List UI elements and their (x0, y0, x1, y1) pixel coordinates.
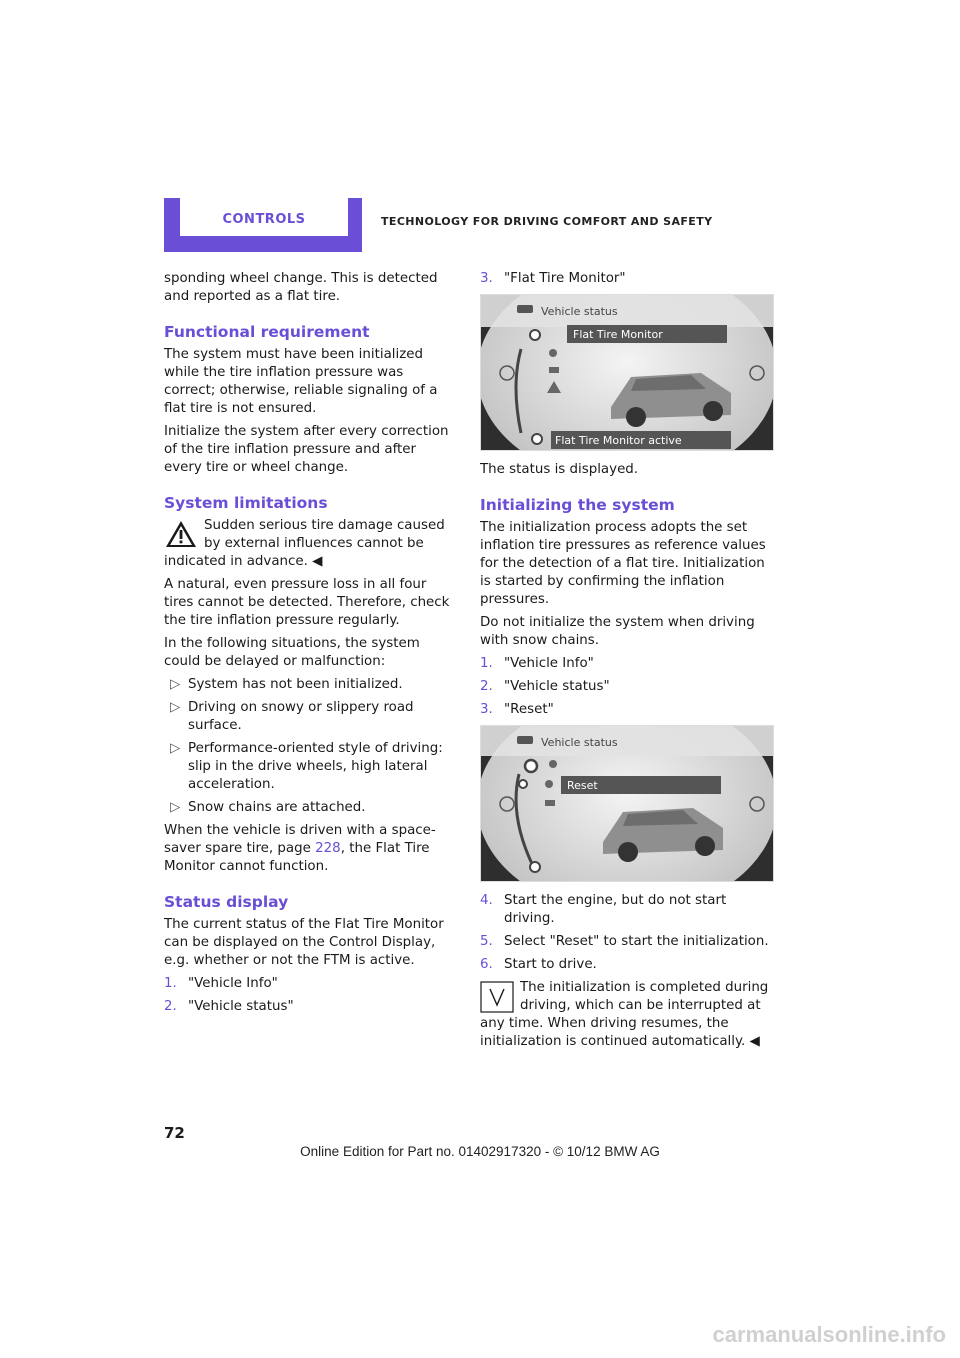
page-number: 72 (164, 1124, 185, 1142)
chapter-title: TECHNOLOGY FOR DRIVING COMFORT AND SAFETY (381, 215, 713, 228)
selector-dot (530, 330, 540, 340)
note-text: The initialization is completed during driving, which can be interrupted at any time. When driving resumes, the initialization is continued automatically. (480, 980, 769, 1049)
limitations-p3 (164, 822, 458, 876)
watermark-logo: carmanualsonline.info (712, 1322, 946, 1347)
section-tab-label: CONTROLS (180, 198, 348, 236)
step-item (480, 933, 774, 951)
selector-dot (532, 434, 542, 444)
list-item (164, 699, 458, 735)
initializing-p2: Do not initialize the system when driving with snow chains. (480, 615, 755, 648)
selector-dot (530, 862, 540, 872)
step-number: 4. (480, 893, 493, 908)
limitations-p1: A natural, even pressure loss in all four tires cannot be detected. Therefore, check the tire inflation pressure regularly. (164, 577, 450, 628)
tool-icon (549, 367, 559, 373)
screen-header: Vehicle status (541, 736, 618, 749)
p3-text-before: When the vehicle is driven with a space-saver spare tire, page (164, 823, 436, 856)
bullet-arrow-icon: ▷ (170, 677, 181, 692)
step-number: 5. (480, 934, 493, 949)
step-text: Start to drive. (504, 957, 597, 972)
bullet-arrow-icon: ▷ (170, 800, 181, 815)
step-text: "Flat Tire Monitor" (504, 271, 626, 286)
list-item (164, 676, 458, 694)
end-mark: ◀ (312, 554, 323, 569)
functional-requirement-p1: The system must have been initialized while the tire inflation pressure was correct; otherwise, reliable signaling of a flat tire is not ensured. (164, 347, 438, 416)
car-icon (517, 736, 533, 744)
initializing-p1: The initialization process adopts the set inflation tire pressures as reference values for the detection of a flat tire. Initialization is started by confirming the inflation pressures. (480, 520, 766, 607)
warning-triangle-icon (164, 519, 198, 551)
status-display-heading: Status display (164, 893, 289, 911)
step-text: "Reset" (504, 702, 554, 717)
step-number: 6. (480, 957, 493, 972)
list-item (164, 740, 458, 794)
intro-paragraph: sponding wheel change. This is detected and reported as a flat tire. (164, 271, 438, 304)
step-text: "Vehicle Info" (504, 656, 594, 671)
limitations-p2: In the following situations, the system could be delayed or malfunction: (164, 636, 420, 669)
functional-requirement-heading: Functional requirement (164, 323, 370, 341)
left-column (164, 270, 458, 1021)
step-item (164, 998, 458, 1016)
functional-requirement-p2: Initialize the system after every correction of the tire inflation pressure and after every tire or wheel change. (164, 424, 449, 475)
step-number: 3. (480, 271, 493, 286)
step-number: 2. (164, 999, 177, 1014)
page-link-228[interactable]: 228 (315, 841, 341, 856)
note-arrow-icon (480, 981, 514, 1013)
tool-icon (545, 800, 555, 806)
screen-reset (480, 725, 774, 882)
screen-menu-item: Reset (567, 779, 598, 792)
status-display-p1: The current status of the Flat Tire Monitor can be displayed on the Control Display, e.g. whether or not the FTM is active. (164, 917, 444, 968)
bullet-arrow-icon: ▷ (170, 700, 181, 715)
screen-header: Vehicle status (541, 305, 618, 318)
info-note (480, 979, 774, 1051)
warning-text: Sudden serious tire damage caused by external influences cannot be indicated in advance. (164, 518, 445, 569)
step-item (480, 678, 774, 696)
warning-note (164, 517, 458, 571)
step-number: 1. (164, 976, 177, 991)
step-number: 1. (480, 656, 493, 671)
list-item-text: System has not been initialized. (188, 677, 403, 692)
step-item (480, 892, 774, 928)
edition-footer: Online Edition for Part no. 01402917320 - © 10/12 BMW AG (300, 1144, 660, 1159)
system-limitations-heading: System limitations (164, 494, 328, 512)
bullet-arrow-icon: ▷ (170, 741, 181, 756)
step-text: "Vehicle Info" (188, 976, 278, 991)
right-column (480, 270, 774, 1056)
screen-menu-item: Flat Tire Monitor (573, 328, 663, 341)
screen-flat-tire-monitor (480, 294, 774, 451)
step-item (480, 701, 774, 719)
step-text: "Vehicle status" (504, 679, 610, 694)
step-item (480, 655, 774, 673)
list-item-text: Performance-oriented style of driving: slip in the drive wheels, high lateral acceleration. (188, 741, 443, 792)
list-item-text: Driving on snowy or slippery road surface. (188, 700, 414, 733)
step-text: Select "Reset" to start the initialization. (504, 934, 769, 949)
step-item (164, 975, 458, 993)
tire-icon (549, 349, 557, 357)
end-mark: ◀ (749, 1034, 760, 1049)
tire-reset-icon (545, 780, 553, 788)
selector-dot (525, 760, 537, 772)
list-item (164, 799, 458, 817)
p3-text-after: , the Flat Tire Monitor cannot function. (164, 841, 430, 874)
car-icon (517, 305, 533, 313)
step-text: "Vehicle status" (188, 999, 294, 1014)
section-tab (164, 198, 362, 252)
tire-icon (549, 760, 557, 768)
step-item (480, 956, 774, 974)
step-text: Start the engine, but do not start driving. (504, 893, 727, 926)
step-number: 3. (480, 702, 493, 717)
screen-status-text: Flat Tire Monitor active (555, 434, 682, 447)
step-number: 2. (480, 679, 493, 694)
status-shown-text: The status is displayed. (480, 462, 639, 477)
step-item (480, 270, 774, 288)
list-item-text: Snow chains are attached. (188, 800, 366, 815)
initializing-heading: Initializing the system (480, 496, 675, 514)
selector-dot (519, 780, 527, 788)
